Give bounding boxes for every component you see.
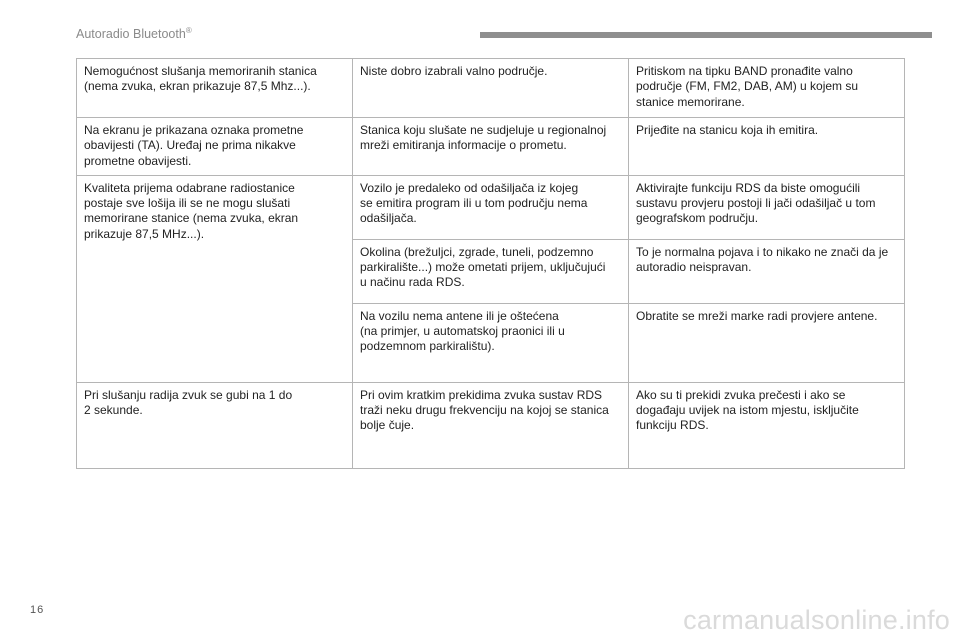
cause-cell: Pri ovim kratkim prekidima zvuka sustav RDS traži neku drugu frekvenciju na kojoj se stanica bolje čuje. (353, 382, 629, 468)
cause-cell: Stanica koju slušate ne sudjeluje u regionalnoj mreži emitiranja informacije o prometu. (353, 118, 629, 176)
problem-cell: Na ekranu je prikazana oznaka prometne obavijesti (TA). Uređaj ne prima nikakve prometne obavijesti. (77, 118, 353, 176)
problem-cell: Kvaliteta prijema odabrane radiostanice postaje sve lošija ili se ne mogu slušati memorirane stanice (nema zvuka, ekran prikazuje 87,5 MHz...). (77, 175, 353, 382)
problem-cell: Pri slušanju radija zvuk se gubi na 1 do 2 sekunde. (77, 382, 353, 468)
cause-cell: Vozilo je predaleko od odašiljača iz kojeg se emitira program ili u tom području nema odašiljača. (353, 175, 629, 239)
table-row (77, 175, 905, 239)
registered-mark: ® (185, 26, 192, 35)
cause-cell: Okolina (brežuljci, zgrade, tuneli, podzemno parkiralište...) može ometati prijem, uključujući u načinu rada RDS. (353, 239, 629, 303)
solution-cell: Ako su ti prekidi zvuka prečesti i ako se događaju uvijek na istom mjestu, isključite funkciju RDS. (629, 382, 905, 468)
cause-cell: Niste dobro izabrali valno područje. (353, 59, 629, 118)
header-title-text: Autoradio Bluetooth (76, 27, 186, 42)
watermark: carmanualsonline.info (683, 605, 950, 635)
page-header-title (76, 26, 192, 41)
solution-cell: Prijeđite na stanicu koja ih emitira. (629, 118, 905, 176)
solution-cell: Pritiskom na tipku BAND pronađite valno područje (FM, FM2, DAB, AM) u kojem su stanice memorirane. (629, 59, 905, 118)
table-row (77, 118, 905, 176)
page-number: 16 (30, 604, 45, 616)
solution-cell: Obratite se mreži marke radi provjere antene. (629, 303, 905, 382)
problem-cell: Nemogućnost slušanja memoriranih stanica (nema zvuka, ekran prikazuje 87,5 Mhz...). (77, 59, 353, 118)
cause-cell: Na vozilu nema antene ili je oštećena (na primjer, u automatskoj praonici ili u podzemnom parkiralištu). (353, 303, 629, 382)
table-row (77, 59, 905, 118)
troubleshooting-table (76, 58, 905, 469)
solution-cell: Aktivirajte funkciju RDS da biste omogućili sustavu provjeru postoji li jači odašiljač u tom geografskom području. (629, 175, 905, 239)
table-row (77, 382, 905, 468)
header-bar (480, 32, 932, 38)
solution-cell: To je normalna pojava i to nikako ne znači da je autoradio neispravan. (629, 239, 905, 303)
